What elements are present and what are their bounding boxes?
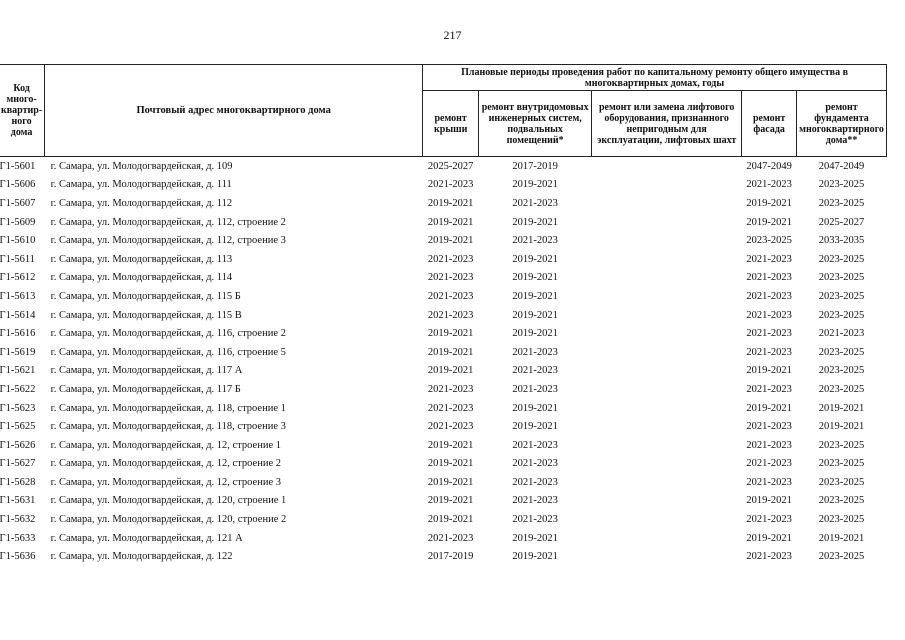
cell-code: Г1-5625	[0, 421, 36, 433]
cell-address: г. Самара, ул. Молодогвардейская, д. 118, строение 1	[50, 402, 286, 414]
cell-facade: 2021-2023	[746, 309, 792, 321]
cell-roof: 2019-2021	[427, 458, 474, 470]
cell-facade: 2021-2023	[746, 179, 792, 191]
cell-lift	[592, 157, 742, 176]
table-row	[0, 473, 886, 492]
cell-foundation: 2047-2049	[818, 160, 865, 172]
cell-foundation: 2023-2025	[818, 458, 865, 470]
cell-roof: 2017-2019	[427, 551, 474, 563]
cell-facade: 2019-2021	[746, 216, 792, 228]
cell-facade: 2021-2023	[746, 253, 792, 265]
header-facade: ремонт фасада	[742, 91, 797, 157]
cell-address: г. Самара, ул. Молодогвардейская, д. 115 В	[50, 309, 242, 321]
table-row	[0, 510, 886, 529]
cell-engineering: 2021-2023	[512, 495, 558, 507]
cell-lift	[592, 473, 742, 492]
cell-lift	[592, 417, 742, 436]
cell-address: г. Самара, ул. Молодогвардейская, д. 115 Б	[50, 290, 241, 302]
table-row	[0, 306, 886, 325]
header-engineering: ремонт внутридомовых инженерных систем, подвальных помещений*	[479, 91, 592, 157]
cell-facade: 2021-2023	[746, 272, 792, 284]
table-header	[0, 65, 886, 157]
cell-roof: 2019-2021	[427, 197, 474, 209]
cell-foundation: 2019-2021	[818, 532, 865, 544]
table-row	[0, 213, 886, 232]
cell-code: Г1-5636	[0, 551, 36, 563]
cell-lift	[592, 380, 742, 399]
cell-code: Г1-5623	[0, 402, 36, 414]
table-row	[0, 287, 886, 306]
cell-engineering: 2017-2019	[512, 160, 558, 172]
cell-roof: 2019-2021	[427, 514, 474, 526]
table-row	[0, 547, 886, 566]
header-periods-group: Плановые периоды проведения работ по капитальному ремонту общего имущества в многоквартирных домах, годы	[423, 65, 887, 91]
cell-facade: 2021-2023	[746, 346, 792, 358]
cell-foundation: 2023-2025	[818, 551, 865, 563]
header-foundation: ремонт фундамента многоквартирного дома**	[797, 91, 887, 157]
cell-lift	[592, 306, 742, 325]
cell-foundation: 2025-2027	[818, 216, 865, 228]
cell-lift	[592, 362, 742, 381]
cell-code: Г1-5610	[0, 235, 36, 247]
cell-roof: 2019-2021	[427, 439, 474, 451]
cell-lift	[592, 176, 742, 195]
table-row	[0, 176, 886, 195]
cell-foundation: 2023-2025	[818, 476, 865, 488]
cell-lift	[592, 492, 742, 511]
cell-engineering: 2019-2021	[512, 253, 558, 265]
cell-lift	[592, 343, 742, 362]
table-row	[0, 157, 886, 176]
cell-roof: 2019-2021	[427, 365, 474, 377]
cell-engineering: 2019-2021	[512, 421, 558, 433]
cell-address: г. Самара, ул. Молодогвардейская, д. 117 Б	[50, 383, 241, 395]
table-row	[0, 436, 886, 455]
cell-code: Г1-5607	[0, 197, 36, 209]
cell-address: г. Самара, ул. Молодогвардейская, д. 109	[50, 160, 233, 172]
table-row	[0, 380, 886, 399]
cell-roof: 2021-2023	[427, 532, 474, 544]
cell-engineering: 2019-2021	[512, 309, 558, 321]
cell-facade: 2021-2023	[746, 551, 792, 563]
cell-code: Г1-5622	[0, 383, 36, 395]
cell-roof: 2021-2023	[427, 421, 474, 433]
cell-roof: 2019-2021	[427, 346, 474, 358]
cell-code: Г1-5612	[0, 272, 36, 284]
cell-address: г. Самара, ул. Молодогвардейская, д. 113	[50, 253, 233, 265]
cell-address: г. Самара, ул. Молодогвардейская, д. 120, строение 2	[50, 514, 287, 526]
cell-facade: 2023-2025	[746, 235, 792, 247]
cell-foundation: 2021-2023	[818, 328, 865, 340]
table-row	[0, 492, 886, 511]
cell-engineering: 2019-2021	[512, 328, 558, 340]
cell-address: г. Самара, ул. Молодогвардейская, д. 112	[50, 197, 233, 209]
cell-address: г. Самара, ул. Молодогвардейская, д. 12, строение 2	[50, 458, 281, 470]
cell-facade: 2021-2023	[746, 290, 792, 302]
cell-engineering: 2021-2023	[512, 235, 558, 247]
cell-facade: 2019-2021	[746, 197, 792, 209]
header-code: Код много- квартир- ного дома	[0, 65, 45, 157]
cell-foundation: 2023-2025	[818, 514, 865, 526]
table-body	[0, 157, 886, 567]
cell-foundation: 2023-2025	[818, 383, 865, 395]
header-address: Почтовый адрес многоквартирного дома	[45, 65, 423, 157]
cell-engineering: 2021-2023	[512, 197, 558, 209]
table-row	[0, 399, 886, 418]
cell-address: г. Самара, ул. Молодогвардейская, д. 120, строение 1	[50, 495, 287, 507]
cell-facade: 2019-2021	[746, 402, 792, 414]
table-row	[0, 269, 886, 288]
capital-repair-table	[0, 64, 887, 566]
table-row	[0, 324, 886, 343]
cell-facade: 2047-2049	[746, 160, 792, 172]
cell-address: г. Самара, ул. Молодогвардейская, д. 111	[50, 179, 232, 191]
cell-facade: 2019-2021	[746, 365, 792, 377]
cell-foundation: 2023-2025	[818, 197, 865, 209]
cell-engineering: 2019-2021	[512, 216, 558, 228]
cell-lift	[592, 529, 742, 548]
cell-engineering: 2019-2021	[512, 290, 558, 302]
cell-facade: 2021-2023	[746, 514, 792, 526]
cell-foundation: 2023-2025	[818, 495, 865, 507]
cell-code: Г1-5619	[0, 346, 36, 358]
table-row	[0, 343, 886, 362]
cell-code: Г1-5633	[0, 532, 36, 544]
cell-foundation: 2023-2025	[818, 346, 865, 358]
cell-code: Г1-5628	[0, 476, 36, 488]
cell-facade: 2021-2023	[746, 439, 792, 451]
cell-foundation: 2023-2025	[818, 365, 865, 377]
cell-facade: 2019-2021	[746, 495, 792, 507]
cell-lift	[592, 547, 742, 566]
cell-facade: 2021-2023	[746, 328, 792, 340]
cell-facade: 2021-2023	[746, 421, 792, 433]
cell-foundation: 2023-2025	[818, 309, 865, 321]
cell-engineering: 2019-2021	[512, 402, 558, 414]
cell-code: Г1-5616	[0, 328, 36, 340]
header-roof: ремонт крыши	[423, 91, 479, 157]
cell-facade: 2019-2021	[746, 532, 792, 544]
cell-address: г. Самара, ул. Молодогвардейская, д. 121 А	[50, 532, 243, 544]
cell-roof: 2021-2023	[427, 253, 474, 265]
table-row	[0, 529, 886, 548]
cell-code: Г1-5621	[0, 365, 36, 377]
cell-lift	[592, 510, 742, 529]
cell-lift	[592, 269, 742, 288]
cell-roof: 2019-2021	[427, 216, 474, 228]
cell-code: Г1-5611	[0, 253, 35, 265]
cell-roof: 2019-2021	[427, 495, 474, 507]
cell-code: Г1-5627	[0, 458, 36, 470]
cell-engineering: 2021-2023	[512, 514, 558, 526]
cell-address: г. Самара, ул. Молодогвардейская, д. 117 А	[50, 365, 243, 377]
cell-engineering: 2019-2021	[512, 532, 558, 544]
cell-address: г. Самара, ул. Молодогвардейская, д. 114	[50, 272, 233, 284]
cell-code: Г1-5631	[0, 495, 36, 507]
cell-engineering: 2021-2023	[512, 439, 558, 451]
cell-engineering: 2021-2023	[512, 476, 558, 488]
cell-foundation: 2023-2025	[818, 179, 865, 191]
table-row	[0, 250, 886, 269]
cell-roof: 2021-2023	[427, 383, 474, 395]
cell-address: г. Самара, ул. Молодогвардейская, д. 116, строение 5	[50, 346, 286, 358]
table-row	[0, 417, 886, 436]
cell-code: Г1-5601	[0, 160, 36, 172]
page-number: 217	[443, 28, 462, 42]
cell-lift	[592, 250, 742, 269]
cell-engineering: 2019-2021	[512, 551, 558, 563]
cell-code: Г1-5613	[0, 290, 36, 302]
cell-engineering: 2021-2023	[512, 365, 558, 377]
cell-address: г. Самара, ул. Молодогвардейская, д. 112, строение 3	[50, 235, 286, 247]
cell-foundation: 2023-2025	[818, 272, 865, 284]
cell-roof: 2019-2021	[427, 235, 474, 247]
cell-address: г. Самара, ул. Молодогвардейская, д. 12, строение 3	[50, 476, 281, 488]
cell-roof: 2021-2023	[427, 402, 474, 414]
cell-lift	[592, 324, 742, 343]
cell-lift	[592, 287, 742, 306]
cell-address: г. Самара, ул. Молодогвардейская, д. 118, строение 3	[50, 421, 286, 433]
cell-roof: 2021-2023	[427, 179, 474, 191]
cell-address: г. Самара, ул. Молодогвардейская, д. 122	[50, 551, 233, 563]
cell-lift	[592, 213, 742, 232]
cell-engineering: 2021-2023	[512, 458, 558, 470]
cell-address: г. Самара, ул. Молодогвардейская, д. 112, строение 2	[50, 216, 286, 228]
table-row	[0, 455, 886, 474]
cell-facade: 2021-2023	[746, 383, 792, 395]
cell-foundation: 2023-2025	[818, 439, 865, 451]
cell-code: Г1-5614	[0, 309, 36, 321]
cell-foundation: 2023-2025	[818, 253, 865, 265]
cell-roof: 2019-2021	[427, 476, 474, 488]
cell-lift	[592, 231, 742, 250]
cell-foundation: 2019-2021	[818, 402, 865, 414]
cell-code: Г1-5626	[0, 439, 36, 451]
cell-foundation: 2023-2025	[818, 290, 865, 302]
cell-roof: 2025-2027	[427, 160, 474, 172]
cell-code: Г1-5609	[0, 216, 36, 228]
cell-engineering: 2021-2023	[512, 346, 558, 358]
cell-roof: 2021-2023	[427, 272, 474, 284]
cell-facade: 2021-2023	[746, 458, 792, 470]
cell-engineering: 2021-2023	[512, 383, 558, 395]
cell-lift	[592, 194, 742, 213]
cell-code: Г1-5606	[0, 179, 36, 191]
cell-code: Г1-5632	[0, 514, 36, 526]
table-row	[0, 362, 886, 381]
cell-address: г. Самара, ул. Молодогвардейская, д. 12, строение 1	[50, 439, 281, 451]
cell-lift	[592, 399, 742, 418]
cell-foundation: 2033-2035	[818, 235, 865, 247]
cell-roof: 2021-2023	[427, 309, 474, 321]
cell-roof: 2019-2021	[427, 328, 474, 340]
header-lift: ремонт или замена лифтового оборудования, признанного непригодным для эксплуатации, лифтовых шахт	[592, 91, 742, 157]
cell-foundation: 2019-2021	[818, 421, 865, 433]
cell-address: г. Самара, ул. Молодогвардейская, д. 116, строение 2	[50, 328, 286, 340]
cell-lift	[592, 436, 742, 455]
cell-roof: 2021-2023	[427, 290, 474, 302]
table-row	[0, 194, 886, 213]
table-row	[0, 231, 886, 250]
cell-facade: 2021-2023	[746, 476, 792, 488]
cell-lift	[592, 455, 742, 474]
cell-engineering: 2019-2021	[512, 179, 558, 191]
cell-engineering: 2019-2021	[512, 272, 558, 284]
